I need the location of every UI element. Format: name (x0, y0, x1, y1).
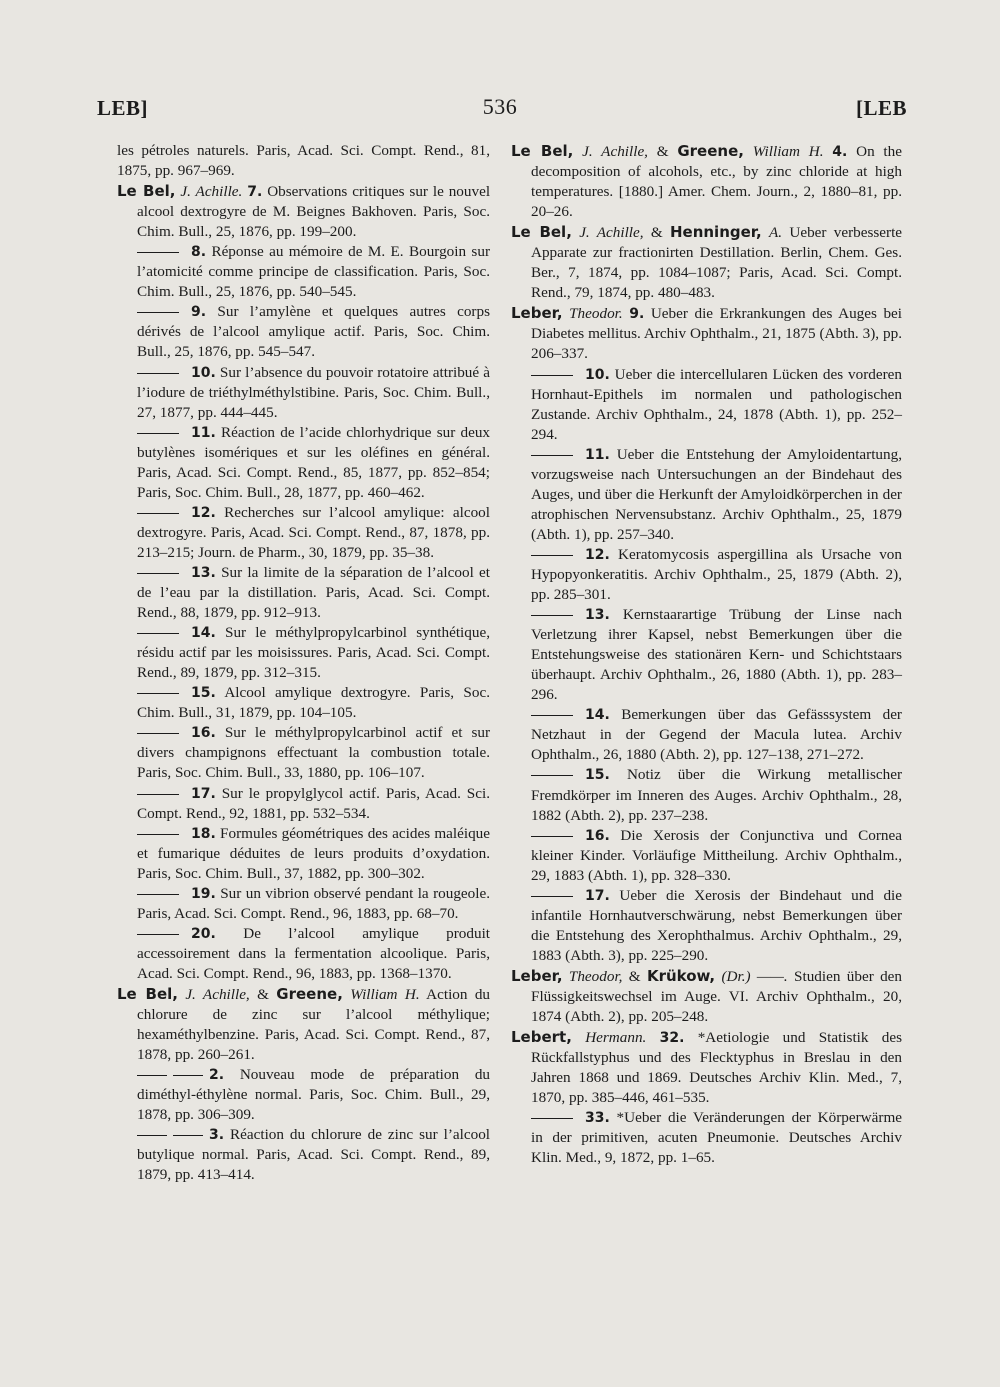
entry-text: Nouveau mode de préparation du diméthyl-éthylène normal. Paris, Soc. Chim. Bull., 29, 1878, pp. 306–309. (137, 1066, 491, 1124)
entry-number: 12. (191, 504, 216, 521)
entry-author: Leber, (511, 304, 563, 323)
entry-text: Réaction du chlorure de zinc sur l’alcool butylique normal. Paris, Acad. Sci. Compt. Rend., 89, 1879, pp. 413–414. (137, 1126, 491, 1184)
entry-text: Sur le méthylpropylcarbinol synthétique, résidu actif par les moisissures. Paris, Acad. Sci. Compt. Rend., 89, 1879, pp. 312–315. (137, 624, 491, 682)
entry-text: Sur l’absence du pouvoir rotatoire attribué à l’iodure de triéthylméthylstibine. Paris, Soc. Chim. Bull., 27, 1877, pp. 444–445. (137, 363, 490, 421)
entry-text: Réaction de l’acide chlorhydrique sur deux butylènes isomériques et sur les oléfines en général. Paris, Acad. Sci. Compt. Rend., 85, 1877, pp. 852–854; Paris, Soc. Chim. Bull., 28, 1877, pp. 460–462. (137, 423, 491, 501)
entry-text: Kernstaarartige Trübung der Linse nach Verletzung ihrer Kapsel, nebst Bemerkungen über die Entstehungsweise des stationären Kern- und Schichtstaars überhaupt. Archiv Ophthalm., 26, 1880 (Abth. 1), pp. 283–296. (531, 606, 902, 704)
entry-coauthor: Greene, (276, 984, 343, 1003)
bibliography-entry (117, 242, 490, 302)
entry-given-name: J. Achille, (185, 985, 250, 1003)
entry-number: 14. (585, 707, 610, 724)
running-head-right: [LEB (855, 96, 907, 120)
entry-given-name: J. Achille. (180, 183, 243, 201)
ditto-dash (531, 836, 573, 837)
entry-given-name: Hermann. (585, 1029, 647, 1047)
entry-text: *Aetiologie und Statistik des Rückfallstyphus und des Flecktyphus in Breslau in den Jahren 1868 und 1869. Deutsches Archiv Klin. Med., 7, 1870, pp. 385–446, 461–535. (531, 1029, 903, 1107)
entry-author: Le Bel, (117, 182, 176, 201)
bibliography-entry (511, 1027, 902, 1108)
bibliography-entry (117, 302, 490, 362)
entry-coauthor: Krükow, (646, 966, 716, 985)
ditto-dash (137, 633, 179, 634)
ditto-dash (137, 794, 179, 795)
entry-number: 11. (191, 424, 216, 441)
ditto-dash (173, 1075, 203, 1076)
bibliography-entry (511, 141, 902, 222)
entry-coauthor: Greene, (677, 142, 744, 160)
entry-text: Ueber die Erkrankungen des Auges bei Diabetes mellitus. Archiv Ophthalm., 21, 1875 (Abth. 3), pp. 206–337. (531, 305, 903, 363)
ditto-dash (531, 615, 573, 616)
entry-number: 2. (209, 1067, 225, 1084)
bibliography-entry (511, 545, 902, 605)
entry-coauthor-given: A. (768, 224, 783, 242)
entry-number: 19. (191, 885, 216, 902)
entry-ampersand: & (628, 967, 641, 985)
ditto-dash (137, 573, 179, 574)
entry-text: Bemerkungen über das Gefässsystem der Netzhaut in der Gegend der Macula lutea. Archiv Ophthalm., 26, 1880 (Abth. 2), pp. 127–138, 271–272. (531, 706, 902, 764)
ditto-dash (531, 455, 573, 456)
entry-text: Action du chlorure de zinc sur l’alcool méthylique; hexaméthylbenzine. Paris, Acad. Sci. Compt. Rend., 87, 1878, pp. 260–261. (137, 985, 491, 1064)
entry-given-name: J. Achille, (579, 224, 644, 242)
entry-number: 11. (585, 446, 610, 463)
bibliography-entry (511, 303, 902, 364)
bibliography-entry (511, 705, 902, 765)
ditto-dash (137, 312, 179, 313)
entry-number: 18. (191, 825, 216, 842)
ditto-dash (137, 1075, 167, 1076)
bibliography-entry (117, 1065, 490, 1125)
entry-author: Leber, (511, 966, 563, 985)
bibliography-entry (511, 765, 902, 825)
entry-number: 32. (659, 1030, 685, 1047)
entry-author: Lebert, (511, 1028, 572, 1047)
bibliography-entry (117, 423, 490, 503)
bibliography-entry (117, 563, 490, 623)
entry-number: 16. (585, 827, 610, 844)
entry-number: 13. (585, 607, 610, 624)
entry-number: 9. (629, 306, 645, 323)
ditto-dash (137, 1135, 167, 1136)
bibliography-entry (117, 784, 490, 824)
bibliography-entry (117, 363, 490, 423)
entry-number: 13. (191, 564, 216, 581)
entry-number: 8. (191, 244, 207, 261)
ditto-dash (531, 775, 573, 776)
entry-text: Ueber die Xerosis der Bindehaut und die infantile Hornhautverschwärung, nebst Bemerkungen über die Entstehung des Xerophthalmus. Archiv Ophthalm., 29, 1883 (Abth. 3), pp. 225–290. (531, 886, 903, 964)
entry-text: Réponse au mémoire de M. E. Bourgoin sur l’atomicité comme principe de classification. Paris, Soc. Chim. Bull., 25, 1876, pp. 540–545. (137, 243, 490, 301)
ditto-dash (137, 934, 179, 935)
entry-coauthor-given: (Dr.) ——. (721, 967, 788, 985)
bibliography-entry (117, 824, 490, 884)
bibliography-entry (117, 723, 490, 783)
bibliography-entry (117, 503, 490, 563)
bibliography-entry (511, 222, 902, 303)
entry-number: 10. (585, 366, 610, 383)
entry-number: 3. (209, 1127, 225, 1144)
ditto-dash (531, 1118, 573, 1119)
entry-number: 16. (191, 725, 216, 742)
entry-text: Sur l’amylène et quelques autres corps dérivés de l’alcool amylique actif. Paris, Soc. Chim. Bull., 25, 1876, pp. 545–547. (137, 303, 490, 361)
entry-coauthor-given: William H. (752, 143, 824, 160)
ditto-dash (173, 1135, 203, 1136)
entry-author: Le Bel, (511, 142, 574, 160)
entry-text: Recherches sur l’alcool amylique: alcool dextrogyre. Paris, Acad. Sci. Compt. Rend., 87, 1878, pp. 213–215; Journ. de Pharm., 30, 1879, pp. 35–38. (137, 503, 490, 561)
entry-text: On the decomposition of alcohols, etc., by zinc chloride at high temperatures. [1880.] Amer. Chem. Journ., 2, 1880–81, pp. 20–26. (531, 143, 902, 221)
bibliography-entry (117, 141, 490, 181)
entry-ampersand: & (257, 985, 269, 1003)
entry-text: De l’alcool amylique produit accessoirement dans la fermentation alcoolique. Paris, Acad. Sci. Compt. Rend., 96, 1883, pp. 1368–1370. (137, 924, 491, 982)
entry-coauthor: Henninger, (669, 223, 762, 242)
entry-text: Observations critiques sur le nouvel alcool dextrogyre de M. Beignes Bakhoven. Paris, Soc. Chim. Bull., 25, 1876, pp. 199–200. (137, 183, 491, 241)
entry-text: Sur le propylglycol actif. Paris, Acad. Sci. Compt. Rend., 92, 1881, pp. 532–534. (137, 784, 491, 822)
entry-text: Ueber die Entstehung der Amyloidentartung, vorzugsweise nach Untersuchungen an der Bindehaut des Auges, und über die Herkunft der Amyloidkörperchen in der atrophischen Nervensubstanz. Archiv Ophthalm., 25, 1879 (Abth. 1), pp. 257–340. (531, 445, 903, 543)
entry-author: Le Bel, (117, 984, 178, 1003)
entry-given-name: Theodor, (568, 967, 623, 985)
entry-number: 9. (191, 304, 207, 321)
right-column (511, 141, 902, 1168)
bibliography-entry (511, 1108, 902, 1168)
entry-number: 14. (191, 625, 216, 642)
bibliography-entry (117, 924, 490, 984)
ditto-dash (531, 555, 573, 556)
entry-text: Sur la limite de la séparation de l’alcool et de l’eau par la distillation. Paris, Acad. Sci. Compt. Rend., 88, 1879, pp. 912–913. (137, 563, 490, 622)
bibliography-entry (117, 884, 490, 924)
bibliography-entry (511, 445, 902, 545)
entry-text: Notiz über die Wirkung metallischer Fremdkörper im Inneren des Auges. Archiv Ophthalm., 28, 1882 (Abth. 2), pp. 237–238. (531, 766, 903, 824)
ditto-dash (137, 373, 179, 374)
ditto-dash (137, 733, 179, 734)
entry-text: Formules géométriques des acides maléique et fumarique déduites de leurs produits d’oxydation. Paris, Soc. Chim. Bull., 37, 1882, pp. 300–302. (137, 824, 490, 882)
ditto-dash (137, 834, 179, 835)
ditto-dash (137, 252, 179, 253)
bibliography-entry (511, 886, 902, 966)
entry-author: Le Bel, (511, 223, 572, 242)
entry-text: les pétroles naturels. Paris, Acad. Sci. Compt. Rend., 81, 1875, pp. 967–969. (117, 142, 490, 180)
entry-text: Alcool amylique dextrogyre. Paris, Soc. Chim. Bull., 31, 1879, pp. 104–105. (137, 684, 490, 722)
bibliography-entry (511, 605, 902, 705)
entry-text: Ueber die intercellularen Lücken des vorderen Hornhaut-Epithels im normalen und pathologischen Zustande. Archiv Ophthalm., 24, 1878 (Abth. 1), pp. 252–294. (531, 365, 902, 443)
left-column (117, 141, 490, 1185)
entry-number: 15. (585, 767, 610, 784)
entry-text: *Ueber die Veränderungen der Körperwärme in der primitiven, acuten Pneumonie. Deutsches Archiv Klin. Med., 9, 1872, pp. 1–65. (531, 1109, 903, 1167)
entry-text: Ueber verbesserte Apparate zur fractionirten Destillation. Berlin, Chem. Ges. Ber., 7, 1874, pp. 1084–1087; Paris, Acad. Sci. Compt. Rend., 79, 1874, pp. 480–483. (531, 224, 903, 302)
entry-number: 10. (191, 364, 216, 381)
ditto-dash (531, 896, 573, 897)
entry-coauthor-given: William H. (350, 985, 420, 1003)
entry-number: 4. (832, 144, 848, 160)
entry-text: Sur le méthylpropylcarbinol actif et sur divers champignons effectuant la combustion totale. Paris, Soc. Chim. Bull., 33, 1880, pp. 106–107. (137, 724, 491, 782)
entry-ampersand: & (650, 224, 663, 242)
bibliography-entry (117, 1125, 490, 1185)
running-head-left: LEB] (97, 96, 149, 120)
ditto-dash (137, 433, 179, 434)
ditto-dash (137, 693, 179, 694)
ditto-dash (137, 513, 179, 514)
ditto-dash (531, 375, 573, 376)
entry-text: Sur un vibrion observé pendant la rougeole. Paris, Acad. Sci. Compt. Rend., 96, 1883, pp. 68–70. (137, 884, 490, 922)
entry-ampersand: & (656, 143, 669, 160)
ditto-dash (137, 894, 179, 895)
bibliography-entry (511, 826, 902, 886)
bibliography-entry (511, 966, 902, 1027)
bibliography-entry (117, 181, 490, 242)
entry-text: Studien über den Flüssigkeitswechsel im Auge. VI. Archiv Ophthalm., 20, 1874 (Abth. 2), pp. 205–248. (531, 967, 903, 1026)
bibliography-entry (117, 984, 490, 1065)
entry-number: 15. (191, 685, 216, 702)
entry-number: 33. (585, 1110, 610, 1127)
entry-number: 7. (247, 184, 263, 201)
ditto-dash (531, 715, 573, 716)
entry-text: Die Xerosis der Conjunctiva und Cornea kleiner Kinder. Vorläufige Mittheilung. Archiv Ophthalm., 29, 1883 (Abth. 1), pp. 328–330. (531, 826, 903, 884)
entry-text: Keratomycosis aspergillina als Ursache von Hypopyonkeratitis. Archiv Ophthalm., 25, 1879 (Abth. 2), pp. 285–301. (531, 545, 902, 604)
entry-given-name: J. Achille, (582, 143, 648, 160)
bibliography-entry (117, 683, 490, 723)
entry-number: 20. (191, 925, 216, 942)
bibliography-entry (117, 623, 490, 683)
bibliography-entry (511, 365, 902, 445)
entry-given-name: Theodor. (569, 305, 623, 323)
entry-number: 17. (191, 785, 216, 802)
page-number: 536 (482, 94, 518, 119)
entry-number: 17. (585, 887, 610, 904)
entry-number: 12. (585, 546, 610, 563)
